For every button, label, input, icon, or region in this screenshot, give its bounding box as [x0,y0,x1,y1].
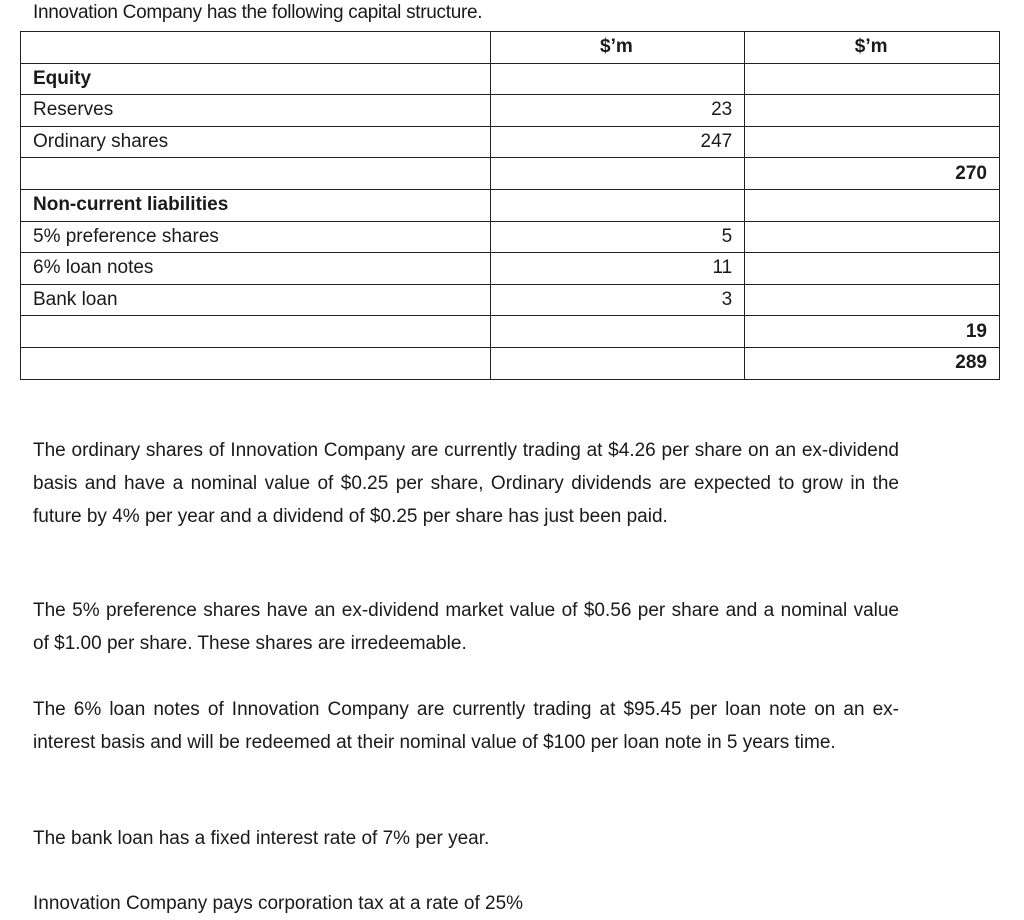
row-label: Bank loan [21,284,491,316]
table-row [21,158,1000,190]
table-row [21,126,1000,158]
row-value [490,158,745,190]
row-total [745,189,1000,221]
row-label: Equity [21,63,491,95]
row-value: 247 [490,126,745,158]
corporation-tax-paragraph: Innovation Company pays corporation tax at a rate of 25% [33,893,524,914]
table-row [21,63,1000,95]
ordinary-shares-paragraph: The ordinary shares of Innovation Company are currently trading at $4.26 per share on an ex-dividend basis and have a nominal value of $0.25 per share, Ordinary dividends are expected to grow in the future by 4% per year and a dividend of $0.25 per share has just been paid. [33,440,899,527]
row-total [745,284,1000,316]
table-row [21,95,1000,127]
row-label: Ordinary shares [21,126,491,158]
table-row [21,221,1000,253]
preference-shares-paragraph: The 5% preference shares have an ex-dividend market value of $0.56 per share and a nominal value of $1.00 per share. These shares are irredeemable. [33,600,899,654]
table-header-row [21,32,1000,64]
row-label [21,347,491,379]
row-total [745,126,1000,158]
row-value [490,63,745,95]
header-cell-label [21,32,491,64]
table-row [21,253,1000,285]
row-value: 5 [490,221,745,253]
row-total [745,253,1000,285]
row-value: 3 [490,284,745,316]
row-label: Non-current liabilities [21,189,491,221]
table-row [21,189,1000,221]
table-row [21,316,1000,348]
intro-text: Innovation Company has the following capital structure. [33,2,483,23]
row-value [490,347,745,379]
row-label [21,316,491,348]
loan-notes-paragraph: The 6% loan notes of Innovation Company are currently trading at $95.45 per loan note on an ex- interest basis and will be redeemed at their nominal value of $100 per loan note in 5 years time. [33,699,899,753]
row-total: 289 [745,347,1000,379]
row-value: 11 [490,253,745,285]
row-total: 19 [745,316,1000,348]
table-row [21,284,1000,316]
row-label: 6% loan notes [21,253,491,285]
row-value: 23 [490,95,745,127]
table-row [21,347,1000,379]
bank-loan-paragraph: The bank loan has a fixed interest rate of 7% per year. [33,828,490,849]
row-label: Reserves [21,95,491,127]
row-value [490,189,745,221]
row-value [490,316,745,348]
row-label [21,158,491,190]
row-total [745,63,1000,95]
header-cell-col2: $’m [745,32,1000,64]
row-label: 5% preference shares [21,221,491,253]
row-total: 270 [745,158,1000,190]
row-total [745,221,1000,253]
header-cell-col1: $’m [490,32,745,64]
capital-structure-table [20,31,1000,380]
row-total [745,95,1000,127]
